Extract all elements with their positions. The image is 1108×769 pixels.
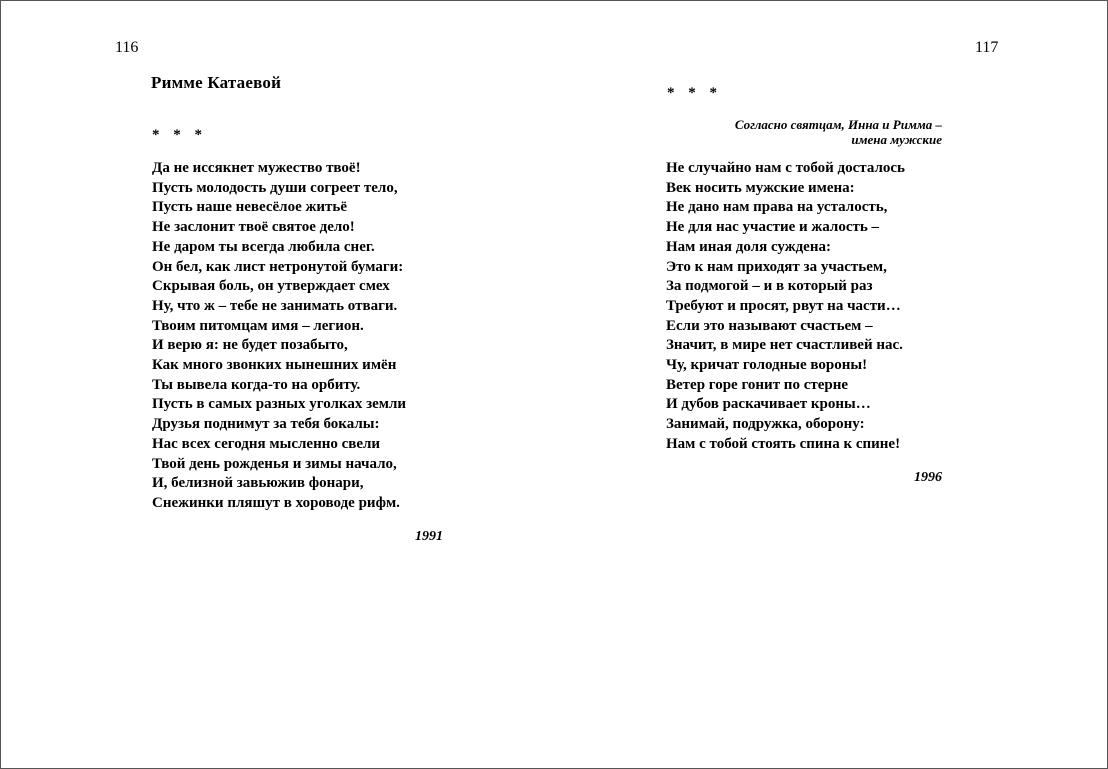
poem-line: Требуют и просят, рвут на части… [666,297,901,314]
poem-line: Пусть наше невесёлое житьё [152,199,347,216]
poem-line: Нам с тобой стоять спина к спине! [666,435,901,452]
poem-left [152,159,406,514]
poem-line: И дубов раскачивает кроны… [666,396,871,413]
epigraph [642,117,942,147]
poem-line: Снежинки пляшут в хороводе рифм. [152,494,400,511]
epigraph-line: имена мужские [851,132,942,147]
poem-line: Нам иная доля суждена: [666,238,831,255]
poem-date-left: 1991 [415,529,443,544]
page-number-right: 117 [975,39,999,56]
poem-date-right: 1996 [914,470,942,485]
poem-line: Ветер горе гонит по стерне [666,376,849,393]
poem-line: Ну, что ж – тебе не занимать отваги. [152,297,398,314]
poem-line: Пусть молодость души согреет тело, [152,179,398,196]
poem-line: Чу, кричат голодные вороны! [666,357,868,374]
section-stars-left: * * * [152,127,207,143]
poem-line: Не дано нам права на усталость, [666,199,888,216]
poem-line: Занимай, подружка, оборону: [666,416,865,433]
poem-line: Если это называют счастьем – [666,317,873,334]
poem-title: Римме Катаевой [151,73,282,92]
epigraph-line: Согласно святцам, Инна и Римма – [734,117,942,132]
poem-line: Твоим питомцам имя – легион. [152,317,364,334]
poem-line: Не случайно нам с тобой досталось [666,160,905,176]
poem-line: Это к нам приходят за участьем, [666,258,887,275]
poem-line: Как много звонких нынешних имён [152,357,397,374]
poem-line: За подмогой – и в который раз [666,278,873,295]
poem-line: Пусть в самых разных уголках земли [152,396,407,413]
poem-line: Твой день рожденья и зимы начало, [152,455,397,472]
poem-line: Ты вывела когда-то на орбиту. [152,376,361,393]
section-stars-right: * * * [667,85,722,101]
poem-line: Он бел, как лист нетронутой бумаги: [152,258,404,275]
poem-line: Не даром ты всегда любила снег. [152,238,375,255]
poem-line: Нас всех сегодня мысленно свели [152,435,381,452]
poem-right [666,159,905,455]
poem-line: Не для нас участие и жалость – [666,219,880,236]
poem-line: Да не иссякнет мужество твоё! [152,160,361,176]
poem-line: Скрывая боль, он утверждает смех [152,278,390,295]
poem-line: И верю я: не будет позабыто, [152,337,348,354]
poem-line: Век носить мужские имена: [666,179,855,196]
poem-line: И, белизной завьюжив фонари, [152,475,364,492]
poem-line: Не заслонит твоё святое дело! [152,219,355,236]
poem-line: Значит, в мире нет счастливей нас. [666,337,903,354]
poem-line: Друзья поднимут за тебя бокалы: [152,416,380,433]
page-number-left: 116 [115,39,139,56]
